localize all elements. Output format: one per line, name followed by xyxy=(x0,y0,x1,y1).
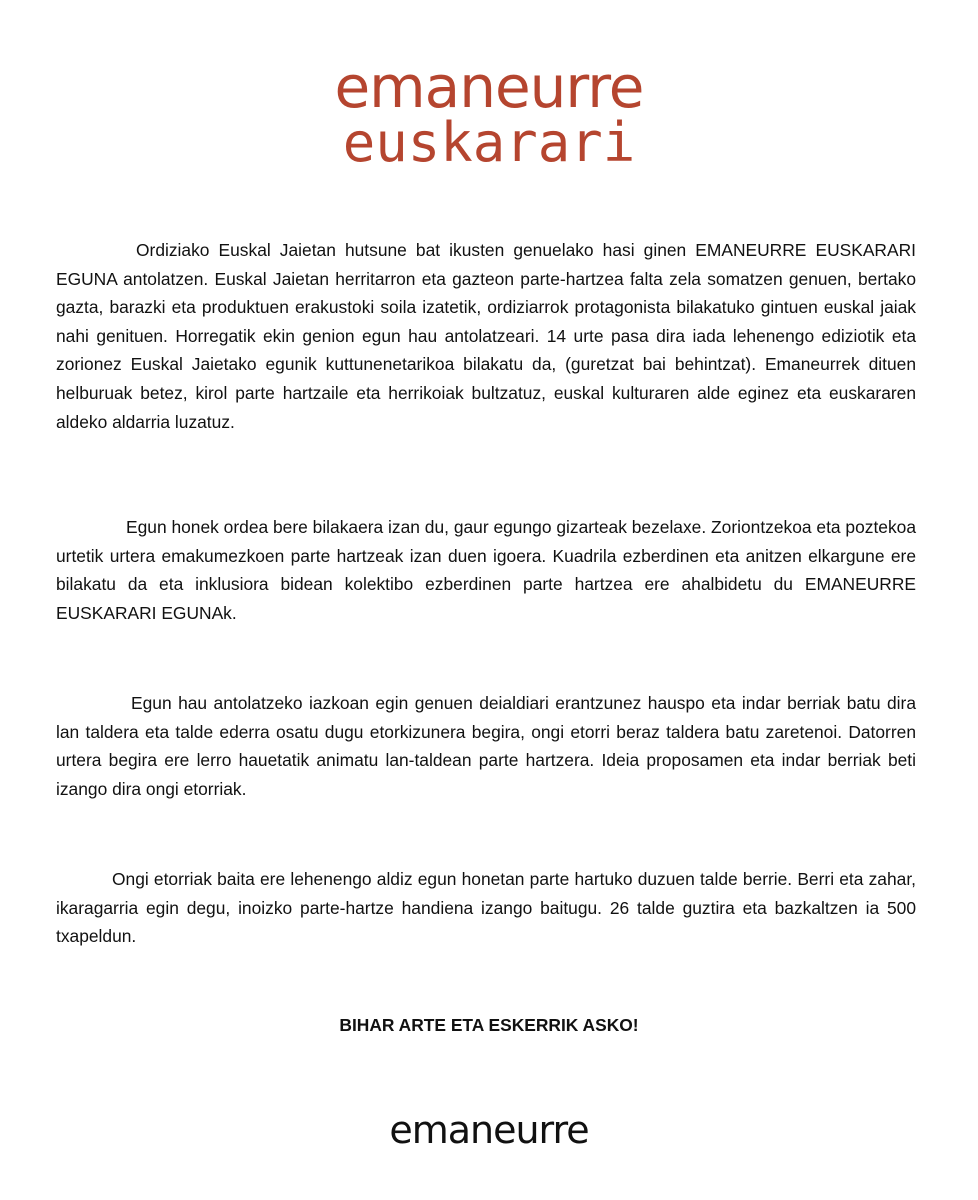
emaneurre-euskarari-logo xyxy=(0,53,978,174)
paragraph-2: Egun honek ordea bere bilakaera izan du, gaur egungo gizarteak bezelaxe. Zoriontzekoa eta poztekoa urtetik urtera emakumezkoen parte hartzeak izan duen igoera. Kuadrila ezberdinen eta anitzen elkargune ere bilakatu da eta inklusiora bidean kolektibo ezberdinen parte hartzea ere ahalbidetu du EMANEURRE EUSKARARI EGUNAk. xyxy=(56,517,916,623)
closing-line: BIHAR ARTE ETA ESKERRIK ASKO! xyxy=(339,1015,639,1035)
logo-line-euskarari: euskarari xyxy=(342,111,636,174)
paragraph-4: Ongi etorriak baita ere lehenengo aldiz egun honetan parte hartuko duzuen talde berrie. Berri eta zahar, ikaragarria egin degu, inoizko parte-hartze handiena izango baitugu. 26 talde guztira eta bazkaltzen ia 500 txapeldun. xyxy=(56,869,916,947)
paragraph-3: Egun hau antolatzeko iazkoan egin genuen deialdiari erantzunez hauspo eta indar berriak batu dira lan taldera eta talde ederra osatu dugu etorkizunera begira, ongi etorri beraz taldera batu zaretenoi. Datorren urtera begira ere lerro hauetatik animatu lan-taldean parte hartzera. Ideia proposamen eta indar berriak beti izango dira ongi etorriak. xyxy=(56,693,916,799)
emaneurre-signature-logo: emaneurre xyxy=(389,1108,589,1152)
paragraph-1: Ordiziako Euskal Jaietan hutsune bat ikusten genuelako hasi ginen EMANEURRE EUSKARARI EGUNA antolatzen. Euskal Jaietan herritarron eta gazteon parte-hartzea falta zela somatzen genuen, bertako gazta, barazki eta produktuen erakustoki soila izatetik, ordiziarrok protagonista bilakatuko gintuen euskal jaiak nahi genituen. Horregatik ekin genion egun hau antolatzeari. 14 urte pasa dira iada lehenengo ediziotik eta zorionez Euskal Jaietako egunik kuttunenetarikoa bilakatu da, (guretzat bai behintzat). Emaneurrek dituen helburuak betez, kirol parte hartzaile eta herrikoiak bultzatuz, euskal kulturaren alde eginez eta euskararen aldeko aldarria luzatuz. xyxy=(56,240,916,432)
logo-line-emaneurre: emaneurre xyxy=(334,53,644,121)
